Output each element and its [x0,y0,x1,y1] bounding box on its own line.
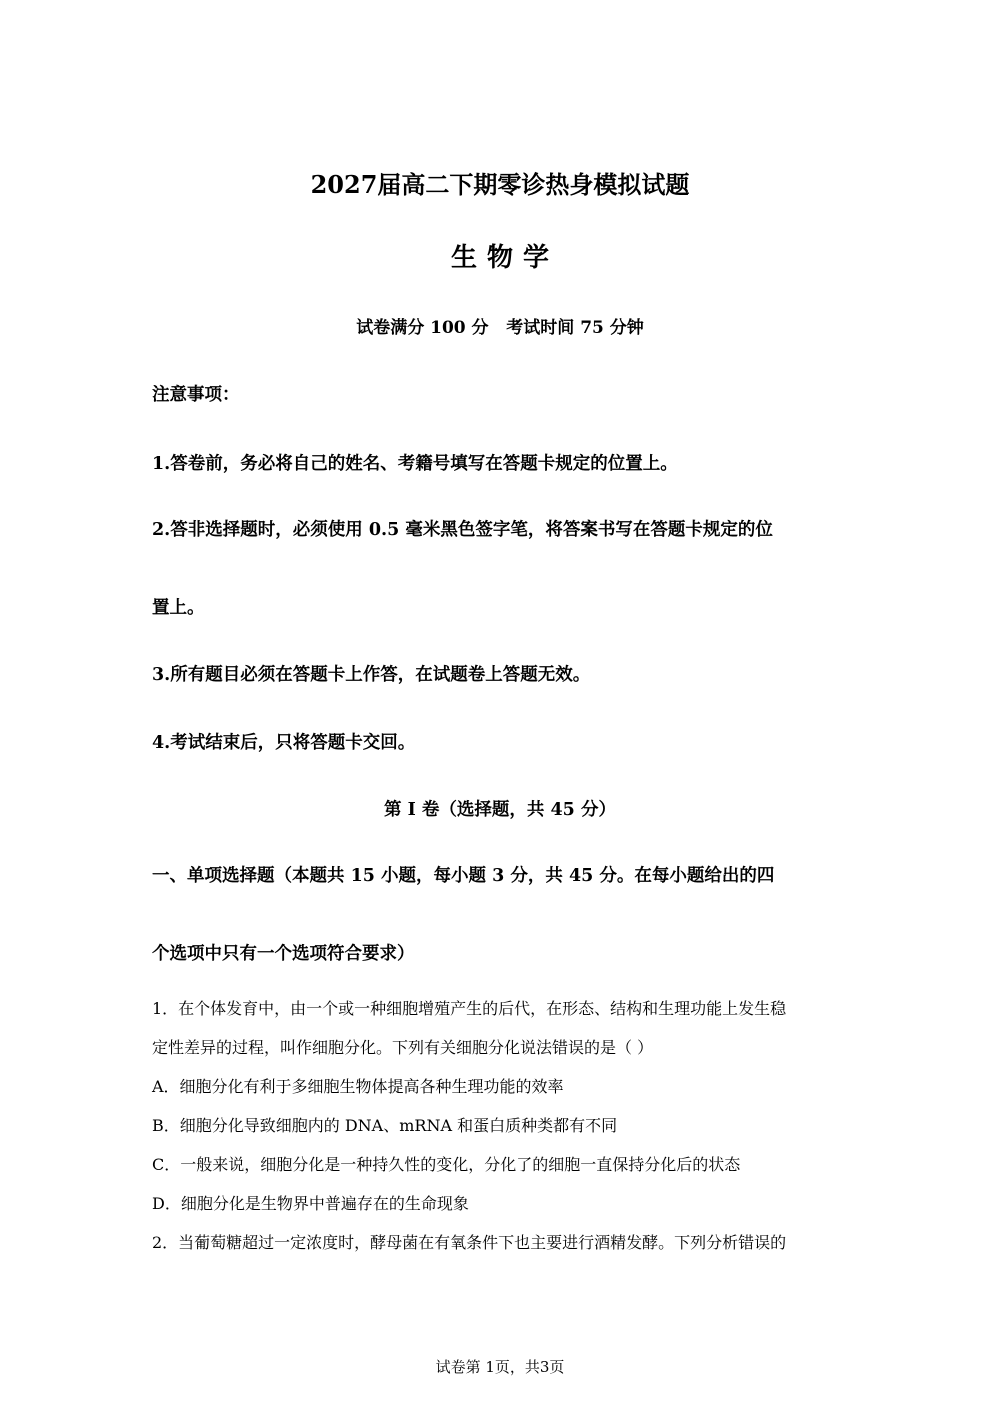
part-title-line-1: 一、单项选择题（本题共 15 小题，每小题 3 分，共 45 分。在每小题给出的四 [152,866,775,886]
notice-item-3: 3.所有题目必须在答题卡上作答，在试题卷上答题无效。 [152,665,591,685]
question-1-option-b: B．细胞分化导致细胞内的 DNA、mRNA 和蛋白质种类都有不同 [152,1116,618,1135]
question-1-option-c: C．一般来说，细胞分化是一种持久性的变化，分化了的细胞一直保持分化后的状态 [152,1155,741,1174]
question-1-stem-line-1: 1．在个体发育中，由一个或一种细胞增殖产生的后代，在形态、结构和生理功能上发生稳 [152,999,787,1018]
question-1-stem-line-2: 定性差异的过程，叫作细胞分化。下列有关细胞分化说法错误的是（ ） [152,1038,654,1057]
notice-heading: 注意事项： [152,385,240,405]
volume-title: 第 I 卷（选择题，共 45 分） [384,800,616,820]
score-time-info: 试卷满分 100 分 考试时间 75 分钟 [356,318,644,338]
notice-item-2: 2.答非选择题时，必须使用 0.5 毫米黑色签字笔，将答案书写在答题卡规定的位 [152,520,773,540]
notice-item-4: 4.考试结束后，只将答题卡交回。 [152,733,416,753]
page-footer: 试卷第 1页，共3页 [435,1358,565,1376]
notice-item-1: 1.答卷前，务必将自己的姓名、考籍号填写在答题卡规定的位置上。 [152,454,678,474]
question-2-stem-line-1: 2．当葡萄糖超过一定浓度时，酵母菌在有氧条件下也主要进行酒精发酵。下列分析错误的 [152,1233,787,1252]
question-1-option-a: A．细胞分化有利于多细胞生物体提高各种生理功能的效率 [152,1077,564,1096]
exam-title: 2027届高二下期零诊热身模拟试题 [310,170,690,199]
notice-item-2-continued: 置上。 [152,598,205,618]
question-1-option-d: D．细胞分化是生物界中普遍存在的生命现象 [152,1194,469,1213]
subject-title: 生物学 [450,243,559,273]
part-title-line-2: 个选项中只有一个选项符合要求） [152,944,415,964]
